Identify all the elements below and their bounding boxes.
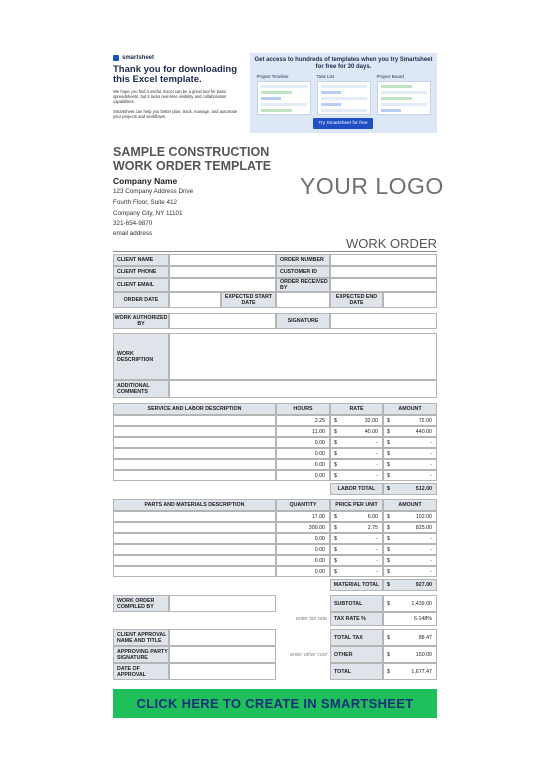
parts-row-price-cell[interactable] bbox=[330, 533, 383, 544]
total-tax-label: TOTAL TAX bbox=[330, 629, 383, 646]
labor-row-amount-cell bbox=[383, 448, 437, 459]
currency-symbol: $ bbox=[387, 568, 390, 575]
brand-name: smartsheet bbox=[122, 55, 155, 61]
currency-symbol: $ bbox=[334, 524, 337, 531]
currency-symbol: $ bbox=[387, 461, 390, 468]
currency-symbol: $ bbox=[387, 486, 390, 492]
order-date-field[interactable] bbox=[169, 292, 221, 308]
grand-total-label: TOTAL bbox=[330, 663, 383, 680]
signature-label: SIGNATURE bbox=[276, 313, 330, 329]
labor-total-label: LABOR TOTAL bbox=[330, 483, 383, 495]
cell-value: 0.00 bbox=[314, 546, 325, 553]
cell-value: - bbox=[376, 546, 378, 553]
client-approval-label: CLIENT APPROVAL NAME AND TITLE bbox=[113, 629, 169, 646]
currency-symbol: $ bbox=[334, 535, 337, 542]
labor-row-description-field[interactable] bbox=[113, 415, 276, 426]
cell-value: 440.00 bbox=[415, 428, 432, 435]
labor-desc-header: SERVICE AND LABOR DESCRIPTION bbox=[113, 403, 276, 415]
parts-row-description-field[interactable] bbox=[113, 555, 276, 566]
currency-symbol: $ bbox=[334, 472, 337, 479]
other-cost-field[interactable] bbox=[383, 646, 437, 663]
cell-value: - bbox=[376, 557, 378, 564]
material-total: 927.00 bbox=[415, 582, 432, 588]
order-number-field[interactable] bbox=[330, 254, 437, 266]
thumb-label: Project Timeline bbox=[256, 74, 289, 79]
cell-value: 0.00 bbox=[314, 568, 325, 575]
cell-value: - bbox=[430, 535, 432, 542]
currency-symbol: $ bbox=[334, 568, 337, 575]
price-per-unit-header: PRICE PER UNIT bbox=[330, 499, 383, 511]
thank-you-heading: Thank you for downloading this Excel template. bbox=[113, 64, 238, 85]
labor-row-description-field[interactable] bbox=[113, 470, 276, 481]
cell-value: - bbox=[376, 568, 378, 575]
currency-symbol: $ bbox=[387, 582, 390, 588]
currency-symbol: $ bbox=[387, 557, 390, 564]
labor-row-rate-cell[interactable] bbox=[330, 426, 383, 437]
currency-symbol: $ bbox=[387, 634, 390, 641]
parts-row-qty-cell[interactable] bbox=[276, 566, 330, 577]
approving-party-label: APPROVING PARTY SIGNATURE bbox=[113, 646, 169, 663]
smartsheet-promo-banner[interactable] bbox=[250, 53, 437, 133]
company-phone: 321-654-9870 bbox=[113, 220, 153, 227]
cell-value: - bbox=[430, 439, 432, 446]
labor-row-rate-cell[interactable] bbox=[330, 448, 383, 459]
cell-value: - bbox=[430, 568, 432, 575]
parts-row-description-field[interactable] bbox=[113, 533, 276, 544]
currency-symbol: $ bbox=[387, 524, 390, 531]
currency-symbol: $ bbox=[387, 535, 390, 542]
tax-rate-field[interactable]: 6.148% bbox=[383, 612, 437, 626]
currency-symbol: $ bbox=[387, 600, 390, 607]
labor-total: 512.00 bbox=[415, 486, 432, 492]
currency-symbol: $ bbox=[387, 546, 390, 553]
smartsheet-promo-text bbox=[113, 55, 243, 135]
labor-row-amount-cell bbox=[383, 459, 437, 470]
labor-row-hours-cell[interactable] bbox=[276, 426, 330, 437]
cell-value: 0.00 bbox=[314, 461, 325, 468]
cell-value: - bbox=[376, 450, 378, 457]
company-email: email address bbox=[113, 230, 153, 237]
smartsheet-logo bbox=[113, 55, 243, 61]
client-name-label: CLIENT NAME bbox=[113, 254, 169, 266]
parts-row-price-cell[interactable] bbox=[330, 511, 383, 522]
order-date-label: ORDER DATE bbox=[113, 292, 169, 308]
labor-row-amount-cell bbox=[383, 470, 437, 481]
labor-row-hours-cell[interactable] bbox=[276, 470, 330, 481]
cell-value: - bbox=[430, 557, 432, 564]
parts-row-price-cell[interactable] bbox=[330, 522, 383, 533]
cell-value: 2.25 bbox=[314, 417, 325, 424]
thumb-image bbox=[257, 81, 311, 115]
work-order-compiled-by-label: WORK ORDER COMPILED BY bbox=[113, 595, 169, 612]
tax-rate-label: TAX RATE % bbox=[330, 612, 383, 626]
parts-row-qty-cell[interactable] bbox=[276, 522, 330, 533]
currency-symbol: $ bbox=[387, 450, 390, 457]
cell-value: - bbox=[430, 546, 432, 553]
client-email-field[interactable] bbox=[169, 278, 276, 292]
currency-symbol: $ bbox=[334, 546, 337, 553]
title-line-2: WORK ORDER TEMPLATE bbox=[113, 159, 272, 173]
expected-start-field[interactable] bbox=[276, 292, 330, 308]
currency-symbol: $ bbox=[334, 557, 337, 564]
date-of-approval-field[interactable] bbox=[169, 663, 276, 680]
parts-row-description-field[interactable] bbox=[113, 544, 276, 555]
labor-row-rate-cell[interactable] bbox=[330, 459, 383, 470]
currency-symbol: $ bbox=[387, 651, 390, 658]
other-cost-placeholder: enter other cost bbox=[290, 651, 327, 658]
work-authorized-by-field[interactable] bbox=[169, 313, 276, 329]
amount-header: AMOUNT bbox=[383, 403, 437, 415]
subtotal: 1,439.00 bbox=[411, 600, 432, 607]
grand-total: 1,677.47 bbox=[411, 668, 432, 675]
work-order-compiled-by-field[interactable] bbox=[169, 595, 276, 612]
cell-value: 0.00 bbox=[314, 535, 325, 542]
thumb-task-list bbox=[317, 74, 371, 115]
cell-value: 0.00 bbox=[314, 557, 325, 564]
client-name-field[interactable] bbox=[169, 254, 276, 266]
parts-row-description-field[interactable] bbox=[113, 522, 276, 533]
cell-value: 102.00 bbox=[415, 513, 432, 520]
labor-row-amount-cell bbox=[383, 437, 437, 448]
title-line-1: SAMPLE CONSTRUCTION bbox=[113, 145, 270, 159]
cell-value: 72.00 bbox=[418, 417, 432, 424]
additional-comments-label: ADDITIONAL COMMENTS bbox=[113, 380, 169, 398]
signature-field[interactable] bbox=[330, 313, 437, 329]
cell-value: - bbox=[376, 535, 378, 542]
cell-value: 17.00 bbox=[311, 513, 325, 520]
work-description-field[interactable] bbox=[169, 333, 437, 380]
parts-row-description-field[interactable] bbox=[113, 511, 276, 522]
parts-row-amount-cell bbox=[383, 522, 437, 533]
company-address-2: Fourth Floor, Suite 412 bbox=[113, 199, 178, 206]
cell-value: 11.00 bbox=[312, 428, 325, 435]
cell-value: - bbox=[430, 461, 432, 468]
thumb-label: Task List bbox=[316, 74, 335, 79]
currency-symbol: $ bbox=[387, 439, 390, 446]
grand-total-value bbox=[383, 663, 437, 680]
client-approval-field[interactable] bbox=[169, 629, 276, 646]
labor-row-hours-cell[interactable] bbox=[276, 448, 330, 459]
subtotal-label: SUBTOTAL bbox=[330, 595, 383, 612]
thumb-label: Project Board bbox=[376, 74, 404, 79]
subtotal-value bbox=[383, 595, 437, 612]
quantity-header: QUANTITY bbox=[276, 499, 330, 511]
currency-symbol: $ bbox=[334, 513, 337, 520]
company-name: Company Name bbox=[113, 176, 178, 186]
labor-row-rate-cell[interactable] bbox=[330, 437, 383, 448]
labor-row-amount-cell bbox=[383, 415, 437, 426]
cell-value: 0.00 bbox=[314, 439, 325, 446]
parts-row-amount-cell bbox=[383, 555, 437, 566]
approving-party-field[interactable] bbox=[169, 646, 276, 663]
thumb-project-timeline bbox=[257, 74, 311, 115]
date-of-approval-label: DATE OF APPROVAL bbox=[113, 663, 169, 680]
divider bbox=[113, 251, 437, 252]
parts-amount-header: AMOUNT bbox=[383, 499, 437, 511]
order-number-label: ORDER NUMBER bbox=[276, 254, 330, 266]
currency-symbol: $ bbox=[334, 450, 337, 457]
hours-header: HOURS bbox=[276, 403, 330, 415]
currency-symbol: $ bbox=[387, 428, 390, 435]
cell-value: - bbox=[430, 450, 432, 457]
promo-blurb-2: Smartsheet can help you better plan, track, manage, and automate your projects and workflows. bbox=[113, 108, 238, 119]
labor-row-description-field[interactable] bbox=[113, 437, 276, 448]
currency-symbol: $ bbox=[334, 461, 337, 468]
parts-row-price-cell[interactable] bbox=[330, 555, 383, 566]
client-email-label: CLIENT EMAIL bbox=[113, 278, 169, 292]
currency-symbol: $ bbox=[387, 668, 390, 675]
cell-value: - bbox=[376, 461, 378, 468]
labor-row-hours-cell[interactable] bbox=[276, 415, 330, 426]
labor-row-hours-cell[interactable] bbox=[276, 459, 330, 470]
customer-id-field[interactable] bbox=[330, 266, 437, 278]
expected-end-field[interactable] bbox=[383, 292, 437, 308]
parts-row-amount-cell bbox=[383, 566, 437, 577]
labor-row-hours-cell[interactable] bbox=[276, 437, 330, 448]
thumb-image bbox=[377, 81, 431, 115]
expected-start-label: EXPECTED START DATE bbox=[221, 292, 276, 308]
total-tax-value bbox=[383, 629, 437, 646]
cell-value: 0.00 bbox=[314, 472, 325, 479]
parts-row-qty-cell[interactable] bbox=[276, 555, 330, 566]
currency-symbol: $ bbox=[387, 513, 390, 520]
other-cost: 150.00 bbox=[415, 651, 432, 658]
client-phone-label: CLIENT PHONE bbox=[113, 266, 169, 278]
labor-row-rate-cell[interactable] bbox=[330, 470, 383, 481]
parts-row-price-cell[interactable] bbox=[330, 544, 383, 555]
thumb-image bbox=[317, 81, 371, 115]
client-phone-field[interactable] bbox=[169, 266, 276, 278]
rate-header: RATE bbox=[330, 403, 383, 415]
currency-symbol: $ bbox=[334, 417, 337, 424]
company-city: Company City, NY 11101 bbox=[113, 210, 183, 217]
promo-heading: Get access to hundreds of templates when you try Smartsheet for free for 30 days. bbox=[254, 57, 433, 70]
cell-value: 825.00 bbox=[415, 524, 432, 531]
parts-row-qty-cell[interactable] bbox=[276, 544, 330, 555]
tax-rate-placeholder: enter tax rate bbox=[295, 616, 327, 622]
cell-value: 2.75 bbox=[367, 524, 378, 531]
cell-value: - bbox=[376, 472, 378, 479]
labor-row-description-field[interactable] bbox=[113, 426, 276, 437]
currency-symbol: $ bbox=[334, 439, 337, 446]
thumb-project-board bbox=[377, 74, 431, 115]
work-authorized-by-label: WORK AUTHORIZED BY bbox=[114, 315, 168, 327]
material-total-value bbox=[383, 579, 437, 591]
company-address-1: 123 Company Address Drive bbox=[113, 188, 194, 195]
labor-row-amount-cell bbox=[383, 426, 437, 437]
work-order-label: WORK ORDER bbox=[346, 236, 437, 251]
expected-end-label: EXPECTED END DATE bbox=[330, 292, 383, 308]
customer-id-label: CUSTOMER ID bbox=[276, 266, 330, 278]
cell-value: 0.00 bbox=[314, 450, 325, 457]
currency-symbol: $ bbox=[387, 472, 390, 479]
order-received-by-field[interactable] bbox=[330, 278, 437, 292]
order-received-by-label: ORDER RECEIVED BY bbox=[276, 278, 330, 292]
parts-row-description-field[interactable] bbox=[113, 566, 276, 577]
template-title bbox=[113, 145, 271, 173]
parts-row-qty-cell[interactable] bbox=[276, 533, 330, 544]
currency-symbol: $ bbox=[387, 417, 390, 424]
cell-value: 40.00 bbox=[364, 428, 378, 435]
labor-row-rate-cell[interactable] bbox=[330, 415, 383, 426]
work-description-label: WORK DESCRIPTION bbox=[113, 333, 169, 380]
parts-row-amount-cell bbox=[383, 511, 437, 522]
parts-row-qty-cell[interactable] bbox=[276, 511, 330, 522]
labor-total-value bbox=[383, 483, 437, 495]
parts-row-price-cell[interactable] bbox=[330, 566, 383, 577]
parts-row-amount-cell bbox=[383, 533, 437, 544]
parts-desc-header: PARTS AND MATERIALS DESCRIPTION bbox=[113, 499, 276, 511]
cell-value: - bbox=[376, 439, 378, 446]
cell-value: 32.00 bbox=[364, 417, 378, 424]
total-tax: 88.47 bbox=[418, 634, 432, 641]
additional-comments-field[interactable] bbox=[169, 380, 437, 398]
labor-row-description-field[interactable] bbox=[113, 448, 276, 459]
smartsheet-logo-icon bbox=[113, 55, 119, 61]
cell-value: - bbox=[430, 472, 432, 479]
logo-placeholder: YOUR LOGO bbox=[300, 173, 444, 199]
cell-value: 300.00 bbox=[308, 524, 325, 531]
currency-symbol: $ bbox=[334, 428, 337, 435]
parts-row-amount-cell bbox=[383, 544, 437, 555]
cell-value: 6.00 bbox=[367, 513, 378, 520]
try-smartsheet-button[interactable]: Try Smartsheet for free bbox=[313, 118, 373, 129]
create-in-smartsheet-button[interactable]: CLICK HERE TO CREATE IN SMARTSHEET bbox=[113, 689, 437, 718]
labor-row-description-field[interactable] bbox=[113, 459, 276, 470]
other-label: OTHER bbox=[330, 646, 383, 663]
promo-blurb-1: We hope you find it useful. Excel can be a great tool for basic spreadsheets, but it lacks real-time visibility and collaboration capabilities. bbox=[113, 89, 227, 105]
material-total-label: MATERIAL TOTAL bbox=[330, 579, 383, 591]
